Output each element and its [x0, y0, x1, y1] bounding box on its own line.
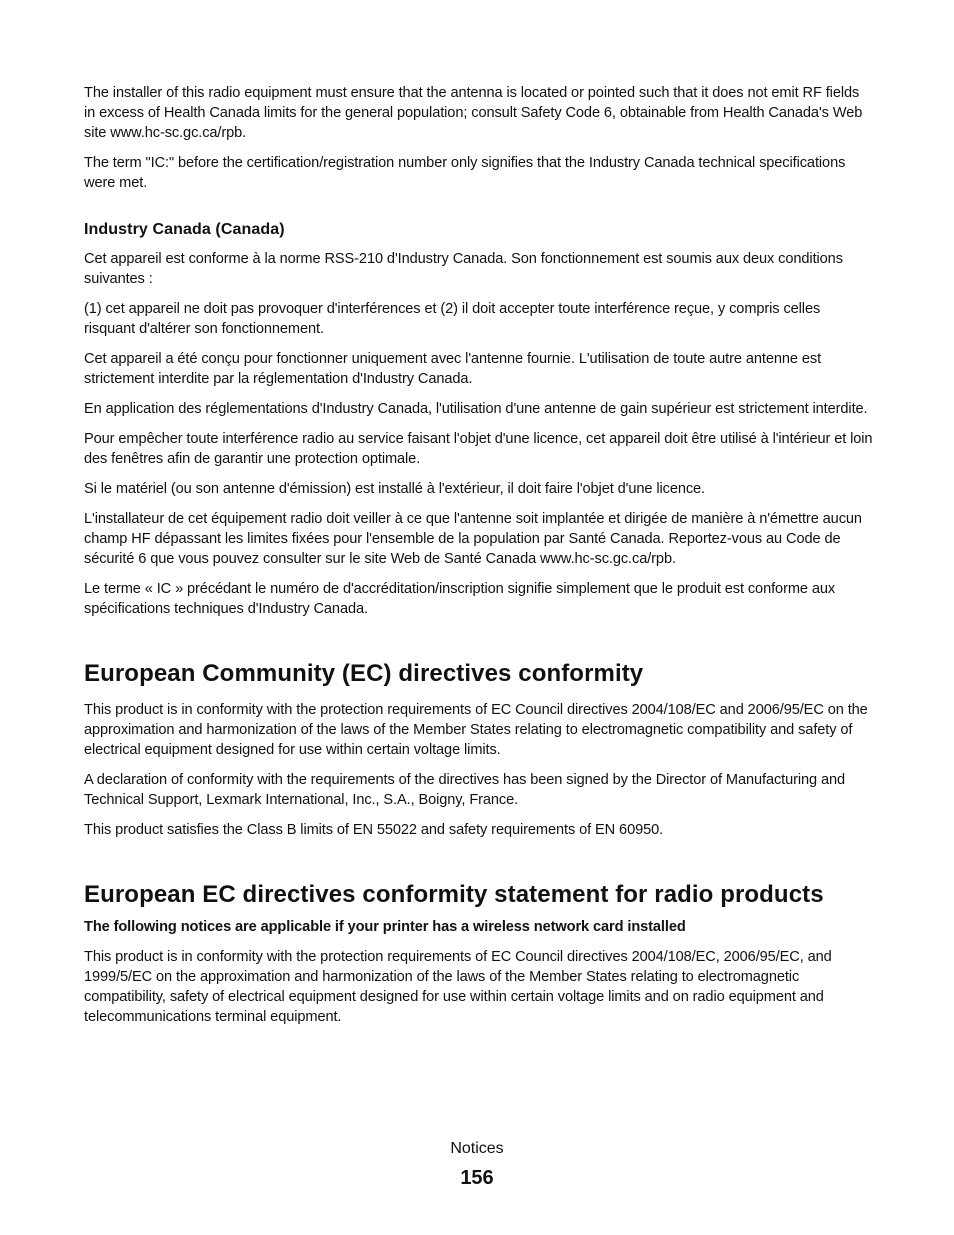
industry-canada-paragraph: Si le matériel (ou son antenne d'émission) est installé à l'extérieur, il doit faire l'objet d'une licence.	[84, 481, 706, 497]
intro-paragraph-2: The term "IC:" before the certification/registration number only signifies that the Industry Canada technical specifications were met.	[84, 155, 846, 191]
industry-canada-paragraph: En application des réglementations d'Industry Canada, l'utilisation d'une antenne de gain supérieur est strictement interdite.	[84, 401, 868, 417]
intro-paragraph-1: The installer of this radio equipment must ensure that the antenna is located or pointed such that it does not emit RF fields in excess of Health Canada limits for the general population; consult Safety Code 6, obtainable from Health Canada's Web site www.hc-sc.gc.ca/rpb.	[84, 85, 863, 141]
industry-canada-paragraph: Cet appareil a été conçu pour fonctionner uniquement avec l'antenne fournie. L'utilisation de toute autre antenne est strictement interdite par la réglementation d'Industry Canada.	[84, 351, 822, 387]
industry-canada-paragraph: Le terme « IC » précédant le numéro de d'accréditation/inscription signifie simplement que le produit est conforme aux spécifications techniques d'Industry Canada.	[84, 581, 836, 617]
ec-conformity-paragraph: A declaration of conformity with the requirements of the directives has been signed by the Director of Manufacturing and Technical Support, Lexmark International, Inc., S.A., Boigny, France.	[84, 772, 846, 808]
industry-canada-paragraph: (1) cet appareil ne doit pas provoquer d'interférences et (2) il doit accepter toute interférence reçue, y compris celles risquant d'altérer son fonctionnement.	[84, 301, 821, 337]
ec-conformity-paragraph: This product satisfies the Class B limits of EN 55022 and safety requirements of EN 60950.	[84, 822, 664, 838]
footer-section-label: Notices	[450, 1140, 504, 1157]
page-number: 156	[460, 1167, 494, 1189]
ec-conformity-heading: European Community (EC) directives conformity	[84, 660, 644, 687]
industry-canada-heading: Industry Canada (Canada)	[84, 221, 285, 238]
industry-canada-paragraph: Cet appareil est conforme à la norme RSS-210 d'Industry Canada. Son fonctionnement est soumis aux deux conditions suivantes :	[84, 251, 843, 287]
ec-radio-paragraph: This product is in conformity with the protection requirements of EC Council directives 2004/108/EC, 2006/95/EC, and 1999/5/EC on the approximation and harmonization of the laws of the Member States relating to electromagnetic compatibility, safety of electrical equipment designed for use within certain voltage limits and on radio equipment and telecommunications terminal equipment.	[84, 949, 832, 1025]
ec-conformity-paragraph: This product is in conformity with the protection requirements of EC Council directives 2004/108/EC and 2006/95/EC on the approximation and harmonization of the laws of the Member States relating to electromagnetic compatibility and safety of electrical equipment designed for use within certain voltage limits.	[84, 702, 868, 758]
document-page	[84, 83, 874, 1037]
industry-canada-paragraph: L'installateur de cet équipement radio doit veiller à ce que l'antenne soit implantée et dirigée de manière à n'émettre aucun champ HF dépassant les limites fixées pour l'ensemble de la population par Santé Canada. Reportez-vous au Code de sécurité 6 que vous pouvez consulter sur le site Web de Santé Canada www.hc-sc.gc.ca/rpb.	[84, 511, 862, 567]
ec-radio-heading: European EC directives conformity statement for radio products	[84, 881, 824, 908]
industry-canada-paragraph: Pour empêcher toute interférence radio au service faisant l'objet d'une licence, cet appareil doit être utilisé à l'intérieur et loin des fenêtres afin de garantir une protection optimale.	[84, 431, 873, 467]
ec-radio-lead: The following notices are applicable if your printer has a wireless network card installed	[84, 919, 686, 935]
